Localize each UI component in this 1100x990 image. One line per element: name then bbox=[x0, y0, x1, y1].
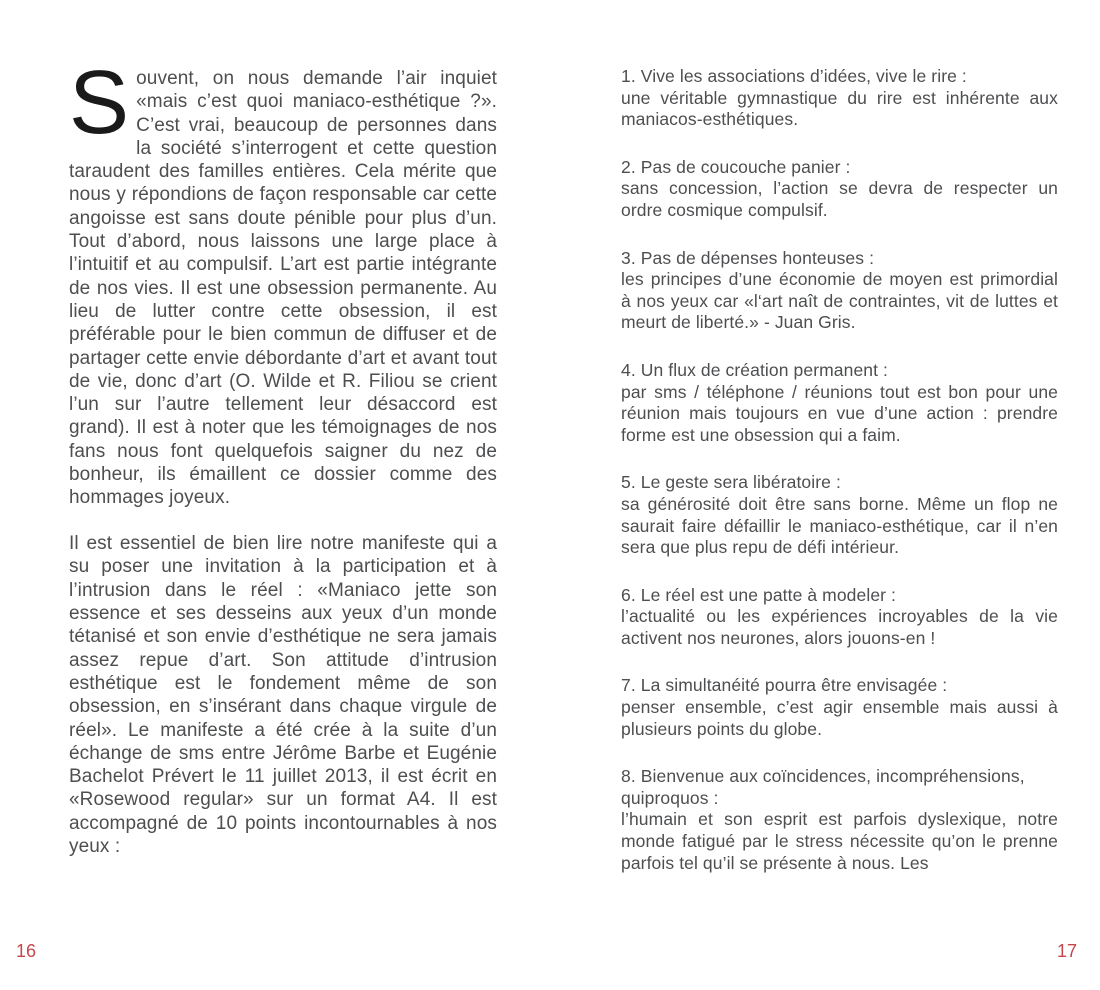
manifesto-point-4 bbox=[621, 360, 1058, 446]
point-heading: 5. Le geste sera libératoire : bbox=[621, 472, 841, 493]
point-heading: 3. Pas de dépenses honteuses : bbox=[621, 247, 875, 268]
intro-paragraph-text: ouvent, on nous demande l’air inquiet «mais c’est quoi maniaco-esthétique ?». C’est vrai, beaucoup de personnes dans la société s’interrogent et cette question taraudent des familles entières. Cela mérite que nous y répondions de façon responsable car cette angoisse est sans doute pénible pour plus d’un. Tout d’abord, nous laissons une large place à l’intuitif et au compulsif. L’art est partie intégrante de nos vies. Il est une obsession permanente. Au lieu de lutter contre cette obsession, il est préférable pour le bien commun de diffuser et de partager cette envie débordante d’art et avant tout de vie, donc d’art (O. Wilde et R. Filiou se crient l’un sur l’autre tellement leur désaccord est grand). Il est à noter que les témoignages de nos fans nous font quelquefois saigner du nez de bonheur, ils émaillent ce dossier comme des hommages joyeux. bbox=[69, 68, 497, 509]
point-heading: 4. Un flux de création permanent : bbox=[621, 359, 889, 380]
point-heading: 7. La simultanéité pourra être envisagée : bbox=[621, 675, 948, 696]
manifesto-point-8 bbox=[621, 766, 1058, 874]
point-body: l’actualité ou les expériences incroyables de la vie activent nos neurones, alors jouons-en ! bbox=[621, 606, 1058, 648]
point-heading: 6. Le réel est une patte à modeler : bbox=[621, 584, 897, 605]
point-body: une véritable gymnastique du rire est inhérente aux maniacos-esthétiques. bbox=[621, 87, 1058, 130]
page-number-right: 17 bbox=[1056, 941, 1077, 961]
manifesto-point-3 bbox=[621, 248, 1058, 334]
manifesto-point-6 bbox=[621, 585, 1058, 650]
right-text-column bbox=[621, 66, 1058, 874]
point-heading: 1. Vive les associations d’idées, vive le rire : bbox=[621, 66, 967, 86]
point-body: les principes d’une économie de moyen est primordial à nos yeux car «l‘art naît de contraintes, vit de luttes et meurt de liberté.» - Juan Gris. bbox=[621, 269, 1058, 333]
intro-paragraph bbox=[69, 53, 497, 510]
point-body: par sms / téléphone / réunions tout est bon pour une réunion mais toujours en vue d’une action : prendre forme est une obsession qui a faim. bbox=[621, 381, 1058, 445]
left-text-column bbox=[69, 53, 497, 858]
page-number-left: 16 bbox=[16, 941, 37, 961]
point-heading: 2. Pas de coucouche panier : bbox=[621, 156, 851, 177]
drop-cap-letter: S bbox=[69, 53, 130, 153]
point-body: penser ensemble, c’est agir ensemble mais aussi à plusieurs points du globe. bbox=[621, 697, 1058, 739]
manifesto-paragraph: Il est essentiel de bien lire notre manifeste qui a su poser une invitation à la participation et à l’intrusion dans le réel : «Maniaco jette son essence et ses desseins aux yeux d’un monde tétanisé et son envie d’esthétique ne sera jamais assez repue d’art. Son attitude d’intrusion esthétique est le fondement même de son obsession, en s’insérant dans chaque virgule de réel». Le manifeste a été crée à la suite d’un échange de sms entre Jérôme Barbe et Eugénie Bachelot Prévert le 11 juillet 2013, il est écrit en «Rosewood regular» sur un format A4. Il est accompagné de 10 points incontournables à nos yeux : bbox=[69, 533, 497, 857]
point-heading: 8. Bienvenue aux coïncidences, incompréhensions, quiproquos : bbox=[621, 766, 1025, 808]
point-body: l’humain et son esprit est parfois dyslexique, notre monde fatigué par le stress nécessite qu’on le prenne parfois tel qu’il se présente à nous. Les bbox=[621, 809, 1058, 873]
manifesto-point-2 bbox=[621, 157, 1058, 222]
point-body: sans concession, l’action se devra de respecter un ordre cosmique compulsif. bbox=[621, 178, 1058, 220]
manifesto-point-7 bbox=[621, 675, 1058, 740]
point-body: sa générosité doit être sans borne. Même un flop ne saurait faire défaillir le maniaco-esthétique, car il n’en sera que plus repu de défi intérieur. bbox=[621, 493, 1058, 558]
manifesto-point-5 bbox=[621, 472, 1058, 558]
manifesto-point-1 bbox=[621, 66, 1058, 131]
